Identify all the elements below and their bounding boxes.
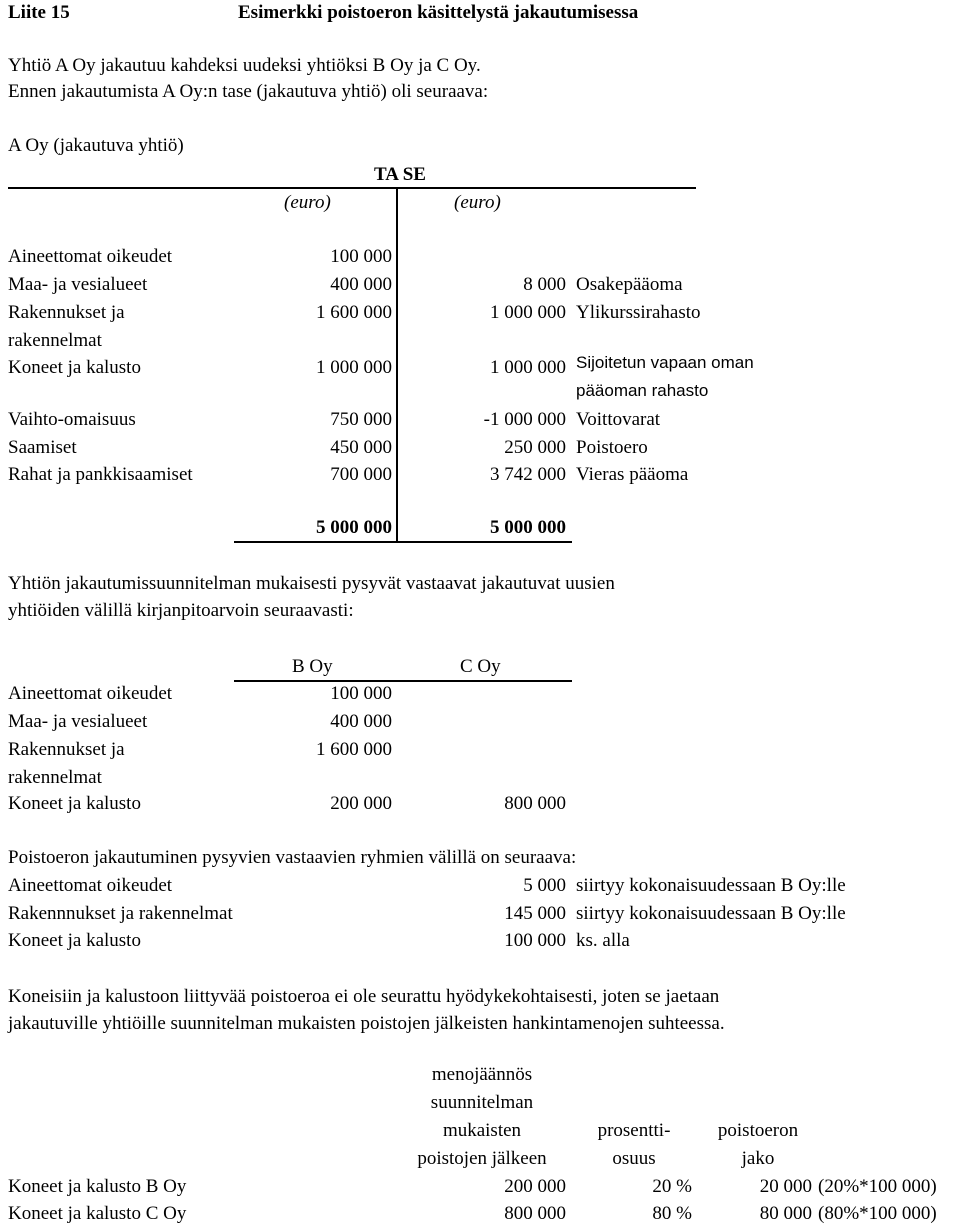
asset-value: 750 000 (330, 409, 392, 430)
liability-label: Poistoero (576, 437, 648, 458)
split-row-b: 1 600 000 (316, 739, 392, 760)
liability-label: Ylikurssirahasto (576, 302, 701, 323)
dep-row-value: 5 000 (523, 875, 566, 896)
liability-label: Vieras pääoma (576, 464, 689, 485)
asset-label: Rakennukset ja (8, 302, 125, 323)
liability-label: Osakepääoma (576, 274, 683, 295)
split-header-rule (234, 680, 572, 682)
dep-intro: Poistoeron jakautuminen pysyvien vastaavien ryhmien välillä on seuraava: (8, 847, 577, 868)
liability-value: -1 000 000 (483, 409, 566, 430)
asset-value: 450 000 (330, 437, 392, 458)
dep-row-note: siirtyy kokonaisuudessaan B Oy:lle (576, 903, 846, 924)
final-row-label: Koneet ja kalusto B Oy (8, 1176, 187, 1197)
asset-value: 1 000 000 (316, 357, 392, 378)
split-row-c: 800 000 (504, 793, 566, 814)
balance-right-unit: (euro) (454, 192, 501, 213)
final-row-pct: 80 % (652, 1203, 692, 1224)
split-row-label: Koneet ja kalusto (8, 793, 141, 814)
dep-row-value: 145 000 (504, 903, 566, 924)
split-row-label: Aineettomat oikeudet (8, 683, 173, 704)
asset-value: 700 000 (330, 464, 392, 485)
final-row-pct: 20 % (652, 1176, 692, 1197)
appendix-label: Liite 15 (8, 2, 70, 23)
split-intro-line-1: Yhtiön jakautumissuunnitelman mukaisesti pysyvät vastaavat jakautuvat uusien (8, 573, 615, 594)
split-row-b: 100 000 (330, 683, 392, 704)
dep-row-value: 100 000 (504, 930, 566, 951)
machine-intro-line-2: jakautuville yhtiöille suunnitelman mukaisten poistojen jälkeisten hankintamenojen suhteessa. (8, 1013, 725, 1034)
final-row-share: 20 000 (759, 1176, 812, 1197)
balance-top-rule (8, 187, 696, 189)
liability-value: 250 000 (504, 437, 566, 458)
intro-line-1: Yhtiö A Oy jakautuu kahdeksi uudeksi yhtiöksi B Oy ja C Oy. (8, 55, 481, 76)
machine-intro-line-1: Koneisiin ja kalustoon liittyvää poistoeroa ei ole seurattu hyödykekohtaisesti, joten se jaetaan (8, 986, 720, 1007)
dep-row-note: ks. alla (576, 930, 630, 951)
final-row-calc: (80%*100 000) (818, 1203, 937, 1224)
asset-label: Saamiset (8, 437, 77, 458)
liability-label: Sijoitetun vapaan oman (576, 353, 754, 372)
final-head-1-line: poistojen jälkeen (417, 1148, 547, 1169)
asset-label: Koneet ja kalusto (8, 357, 141, 378)
balance-center-rule (396, 187, 398, 542)
asset-value: 1 600 000 (316, 302, 392, 323)
totals-rule (234, 541, 572, 543)
total-assets: 5 000 000 (316, 517, 392, 538)
dep-row-note: siirtyy kokonaisuudessaan B Oy:lle (576, 875, 846, 896)
dep-row-label: Rakennnukset ja rakennelmat (8, 903, 233, 924)
liability-label-cont: pääoman rahasto (576, 381, 709, 400)
balance-company: A Oy (jakautuva yhtiö) (8, 135, 184, 156)
split-col-b: B Oy (292, 656, 333, 677)
asset-label: Vaihto-omaisuus (8, 409, 136, 430)
asset-label: Aineettomat oikeudet (8, 246, 173, 267)
asset-label: Maa- ja vesialueet (8, 274, 148, 295)
final-row-calc: (20%*100 000) (818, 1176, 937, 1197)
asset-value: 400 000 (330, 274, 392, 295)
final-row-amount: 200 000 (504, 1176, 566, 1197)
dep-row-label: Aineettomat oikeudet (8, 875, 173, 896)
asset-value: 100 000 (330, 246, 392, 267)
split-row-b: 200 000 (330, 793, 392, 814)
final-row-label: Koneet ja kalusto C Oy (8, 1203, 187, 1224)
final-row-amount: 800 000 (504, 1203, 566, 1224)
liability-value: 3 742 000 (490, 464, 566, 485)
split-col-c: C Oy (460, 656, 501, 677)
balance-heading: TA SE (374, 164, 426, 185)
intro-line-2: Ennen jakautumista A Oy:n tase (jakautuva yhtiö) oli seuraava: (8, 81, 489, 102)
balance-left-unit: (euro) (284, 192, 331, 213)
liability-value: 1 000 000 (490, 357, 566, 378)
document-title: Esimerkki poistoeron käsittelystä jakautumisessa (238, 2, 639, 23)
final-head-1-line: menojäännös (431, 1064, 533, 1085)
final-head-1-line: mukaisten (442, 1120, 522, 1141)
liability-value: 8 000 (523, 274, 566, 295)
liability-label: Voittovarat (576, 409, 661, 430)
asset-label: Rahat ja pankkisaamiset (8, 464, 193, 485)
dep-row-label: Koneet ja kalusto (8, 930, 141, 951)
split-row-label: Rakennukset ja (8, 739, 125, 760)
split-row-label-cont: rakennelmat (8, 767, 102, 788)
total-liabilities: 5 000 000 (490, 517, 566, 538)
final-head-3-line: jako (741, 1148, 775, 1169)
asset-label-cont: rakennelmat (8, 330, 102, 351)
final-row-share: 80 000 (759, 1203, 812, 1224)
liability-value: 1 000 000 (490, 302, 566, 323)
final-head-1-line: suunnitelman (430, 1092, 534, 1113)
final-head-2-line: prosentti- (597, 1120, 671, 1141)
final-head-2-line: osuus (612, 1148, 656, 1169)
final-head-3-line: poistoeron (717, 1120, 799, 1141)
split-row-label: Maa- ja vesialueet (8, 711, 148, 732)
split-intro-line-2: yhtiöiden välillä kirjanpitoarvoin seuraavasti: (8, 600, 354, 621)
split-row-b: 400 000 (330, 711, 392, 732)
